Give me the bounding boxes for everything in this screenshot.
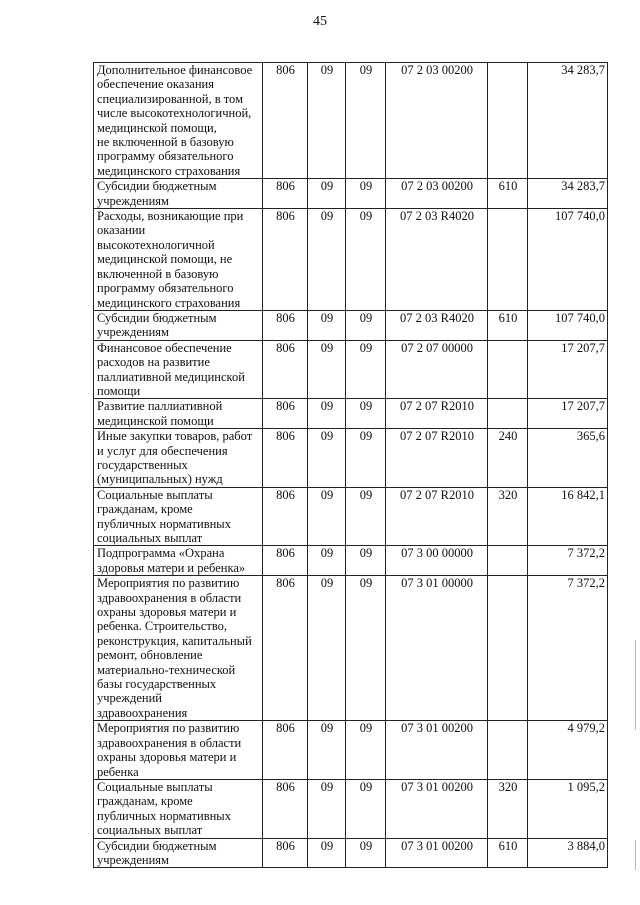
cell-expense-type: 610 (488, 838, 528, 868)
item-name-line: медицинской помощи, (97, 120, 217, 135)
item-name-line: Мероприятия по развитию (97, 721, 240, 736)
cell-expense-type: 610 (488, 310, 528, 340)
item-name-line: базы государственных (97, 677, 217, 692)
item-name-line: Субсидии бюджетным (97, 838, 217, 853)
cell-section: 09 (308, 576, 346, 721)
cell-section: 09 (308, 838, 346, 868)
cell-section: 09 (308, 721, 346, 780)
cell-expense-type: 610 (488, 179, 528, 209)
cell-section: 09 (308, 209, 346, 311)
item-name-line: медицинского страхования (97, 295, 241, 310)
item-name-line: и услуг для обеспечения (97, 443, 228, 458)
table-row (94, 399, 608, 429)
item-name-line: Подпрограмма «Охрана (97, 546, 225, 561)
cell-section: 09 (308, 340, 346, 399)
item-name-line: Субсидии бюджетным (97, 310, 217, 325)
item-name-line: ремонт, обновление (97, 648, 203, 663)
cell-expense-type: 320 (488, 779, 528, 838)
table-row (94, 838, 608, 868)
item-name-line: расходов на развитие (97, 355, 210, 370)
item-name-line: учреждениям (97, 325, 169, 340)
item-name-line: Иные закупки товаров, работ (97, 429, 253, 444)
cell-target-article: 07 3 00 00000 (386, 546, 488, 576)
item-name-line: публичных нормативных (97, 808, 231, 823)
cell-subsection: 09 (346, 63, 386, 179)
cell-item-name (94, 310, 263, 340)
cell-admin-code: 806 (263, 576, 308, 721)
item-name-line: учреждений (97, 691, 162, 706)
cell-section: 09 (308, 429, 346, 488)
cell-target-article: 07 2 03 00200 (386, 179, 488, 209)
item-name-line: охраны здоровья матери и (97, 605, 237, 620)
cell-target-article: 07 2 07 R2010 (386, 429, 488, 488)
item-name-line: Развитие паллиативной (97, 399, 223, 414)
cell-amount: 107 740,0 (528, 209, 608, 311)
item-name-line: высокотехнологичной (97, 237, 215, 252)
table-row (94, 721, 608, 780)
item-name-line: учреждениям (97, 852, 169, 867)
cell-item-name (94, 487, 263, 546)
item-name-line: программу обязательного (97, 281, 234, 296)
item-name-line: социальных выплат (97, 531, 203, 545)
cell-section: 09 (308, 399, 346, 429)
cell-section: 09 (308, 546, 346, 576)
budget-table (93, 62, 608, 868)
cell-admin-code: 806 (263, 399, 308, 429)
item-name-line: Финансовое обеспечение (97, 340, 232, 355)
item-name-line: медицинской помощи (97, 413, 214, 428)
cell-target-article: 07 2 07 R2010 (386, 487, 488, 546)
cell-subsection: 09 (346, 576, 386, 721)
cell-admin-code: 806 (263, 429, 308, 488)
item-name-line: ребенка (97, 764, 139, 779)
cell-target-article: 07 2 03 R4020 (386, 310, 488, 340)
table-row (94, 310, 608, 340)
item-name-line: Расходы, возникающие при (97, 209, 244, 224)
cell-amount: 7 372,2 (528, 576, 608, 721)
cell-expense-type (488, 546, 528, 576)
item-name-line: помощи (97, 383, 141, 398)
cell-item-name (94, 63, 263, 179)
cell-item-name (94, 721, 263, 780)
item-name-line: Мероприятия по развитию (97, 576, 240, 591)
cell-target-article: 07 3 01 00200 (386, 779, 488, 838)
cell-admin-code: 806 (263, 340, 308, 399)
item-name-line: государственных (97, 457, 188, 472)
item-name-line: числе высокотехнологичной, (97, 106, 252, 121)
cell-subsection: 09 (346, 429, 386, 488)
item-name-line: материально-технической (97, 662, 236, 677)
cell-item-name (94, 209, 263, 311)
item-name-line: обеспечение оказания (97, 77, 214, 92)
item-name-line: Субсидии бюджетным (97, 179, 217, 194)
cell-section: 09 (308, 310, 346, 340)
cell-target-article: 07 3 01 00000 (386, 576, 488, 721)
cell-admin-code: 806 (263, 779, 308, 838)
cell-target-article: 07 2 03 R4020 (386, 209, 488, 311)
table-row (94, 546, 608, 576)
cell-item-name (94, 838, 263, 868)
cell-expense-type: 320 (488, 487, 528, 546)
cell-admin-code: 806 (263, 63, 308, 179)
item-name-line: здравоохранения в области (97, 590, 242, 605)
cell-subsection: 09 (346, 310, 386, 340)
item-name-line: не включенной в базовую (97, 135, 234, 150)
cell-amount: 1 095,2 (528, 779, 608, 838)
item-name-line: программу обязательного (97, 149, 234, 164)
cell-target-article: 07 3 01 00200 (386, 838, 488, 868)
cell-target-article: 07 3 01 00200 (386, 721, 488, 780)
item-name-line: (муниципальных) нужд (97, 472, 223, 487)
cell-subsection: 09 (346, 340, 386, 399)
cell-subsection: 09 (346, 399, 386, 429)
cell-expense-type (488, 721, 528, 780)
page-number: 45 (313, 14, 327, 29)
cell-subsection: 09 (346, 721, 386, 780)
table-row (94, 340, 608, 399)
cell-subsection: 09 (346, 487, 386, 546)
item-name-line: охраны здоровья матери и (97, 750, 237, 765)
table-row (94, 576, 608, 721)
cell-admin-code: 806 (263, 179, 308, 209)
cell-item-name (94, 779, 263, 838)
cell-amount: 4 979,2 (528, 721, 608, 780)
cell-amount: 365,6 (528, 429, 608, 488)
cell-admin-code: 806 (263, 487, 308, 546)
cell-subsection: 09 (346, 209, 386, 311)
cell-item-name (94, 429, 263, 488)
cell-admin-code: 806 (263, 310, 308, 340)
item-name-line: специализированной, в том (97, 91, 243, 106)
item-name-line: оказании (97, 223, 146, 238)
cell-expense-type (488, 209, 528, 311)
cell-amount: 17 207,7 (528, 340, 608, 399)
item-name-line: Социальные выплаты (97, 487, 213, 502)
cell-amount: 34 283,7 (528, 179, 608, 209)
cell-section: 09 (308, 63, 346, 179)
item-name-line: включенной в базовую (97, 266, 219, 281)
cell-amount: 16 842,1 (528, 487, 608, 546)
cell-section: 09 (308, 179, 346, 209)
item-name-line: учреждениям (97, 193, 169, 208)
cell-expense-type (488, 399, 528, 429)
item-name-line: реконструкция, капитальный (97, 633, 252, 648)
table-row (94, 779, 608, 838)
item-name-line: ребенка. Строительство, (97, 619, 228, 634)
cell-item-name (94, 399, 263, 429)
cell-admin-code: 806 (263, 721, 308, 780)
item-name-line: здоровья матери и ребенка» (97, 560, 246, 575)
table-row (94, 179, 608, 209)
cell-target-article: 07 2 07 R2010 (386, 399, 488, 429)
cell-section: 09 (308, 779, 346, 838)
cell-amount: 17 207,7 (528, 399, 608, 429)
cell-amount: 107 740,0 (528, 310, 608, 340)
cell-admin-code: 806 (263, 838, 308, 868)
item-name-line: здравоохранения (97, 705, 188, 720)
cell-expense-type: 240 (488, 429, 528, 488)
cell-item-name (94, 179, 263, 209)
cell-section: 09 (308, 487, 346, 546)
item-name-line: социальных выплат (97, 823, 203, 838)
item-name-line: гражданам, кроме (97, 794, 193, 809)
item-name-line: медицинского страхования (97, 163, 241, 178)
cell-subsection: 09 (346, 779, 386, 838)
table-row (94, 487, 608, 546)
item-name-line: Социальные выплаты (97, 779, 213, 794)
table-row (94, 429, 608, 488)
item-name-line: здравоохранения в области (97, 735, 242, 750)
table-row (94, 209, 608, 311)
budget-table-body (94, 63, 608, 868)
cell-item-name (94, 576, 263, 721)
cell-item-name (94, 340, 263, 399)
item-name-line: публичных нормативных (97, 516, 231, 531)
cell-subsection: 09 (346, 179, 386, 209)
cell-amount: 34 283,7 (528, 63, 608, 179)
cell-admin-code: 806 (263, 209, 308, 311)
scan-edge-mark (635, 840, 636, 870)
cell-amount: 3 884,0 (528, 838, 608, 868)
cell-amount: 7 372,2 (528, 546, 608, 576)
item-name-line: медицинской помощи, не (97, 252, 233, 267)
cell-expense-type (488, 63, 528, 179)
cell-expense-type (488, 340, 528, 399)
cell-target-article: 07 2 03 00200 (386, 63, 488, 179)
scan-edge-mark (635, 640, 636, 730)
item-name-line: гражданам, кроме (97, 502, 193, 517)
cell-subsection: 09 (346, 838, 386, 868)
cell-target-article: 07 2 07 00000 (386, 340, 488, 399)
cell-item-name (94, 546, 263, 576)
cell-subsection: 09 (346, 546, 386, 576)
cell-admin-code: 806 (263, 546, 308, 576)
table-row (94, 63, 608, 179)
item-name-line: паллиативной медицинской (97, 369, 245, 384)
item-name-line: Дополнительное финансовое (97, 63, 253, 77)
cell-expense-type (488, 576, 528, 721)
